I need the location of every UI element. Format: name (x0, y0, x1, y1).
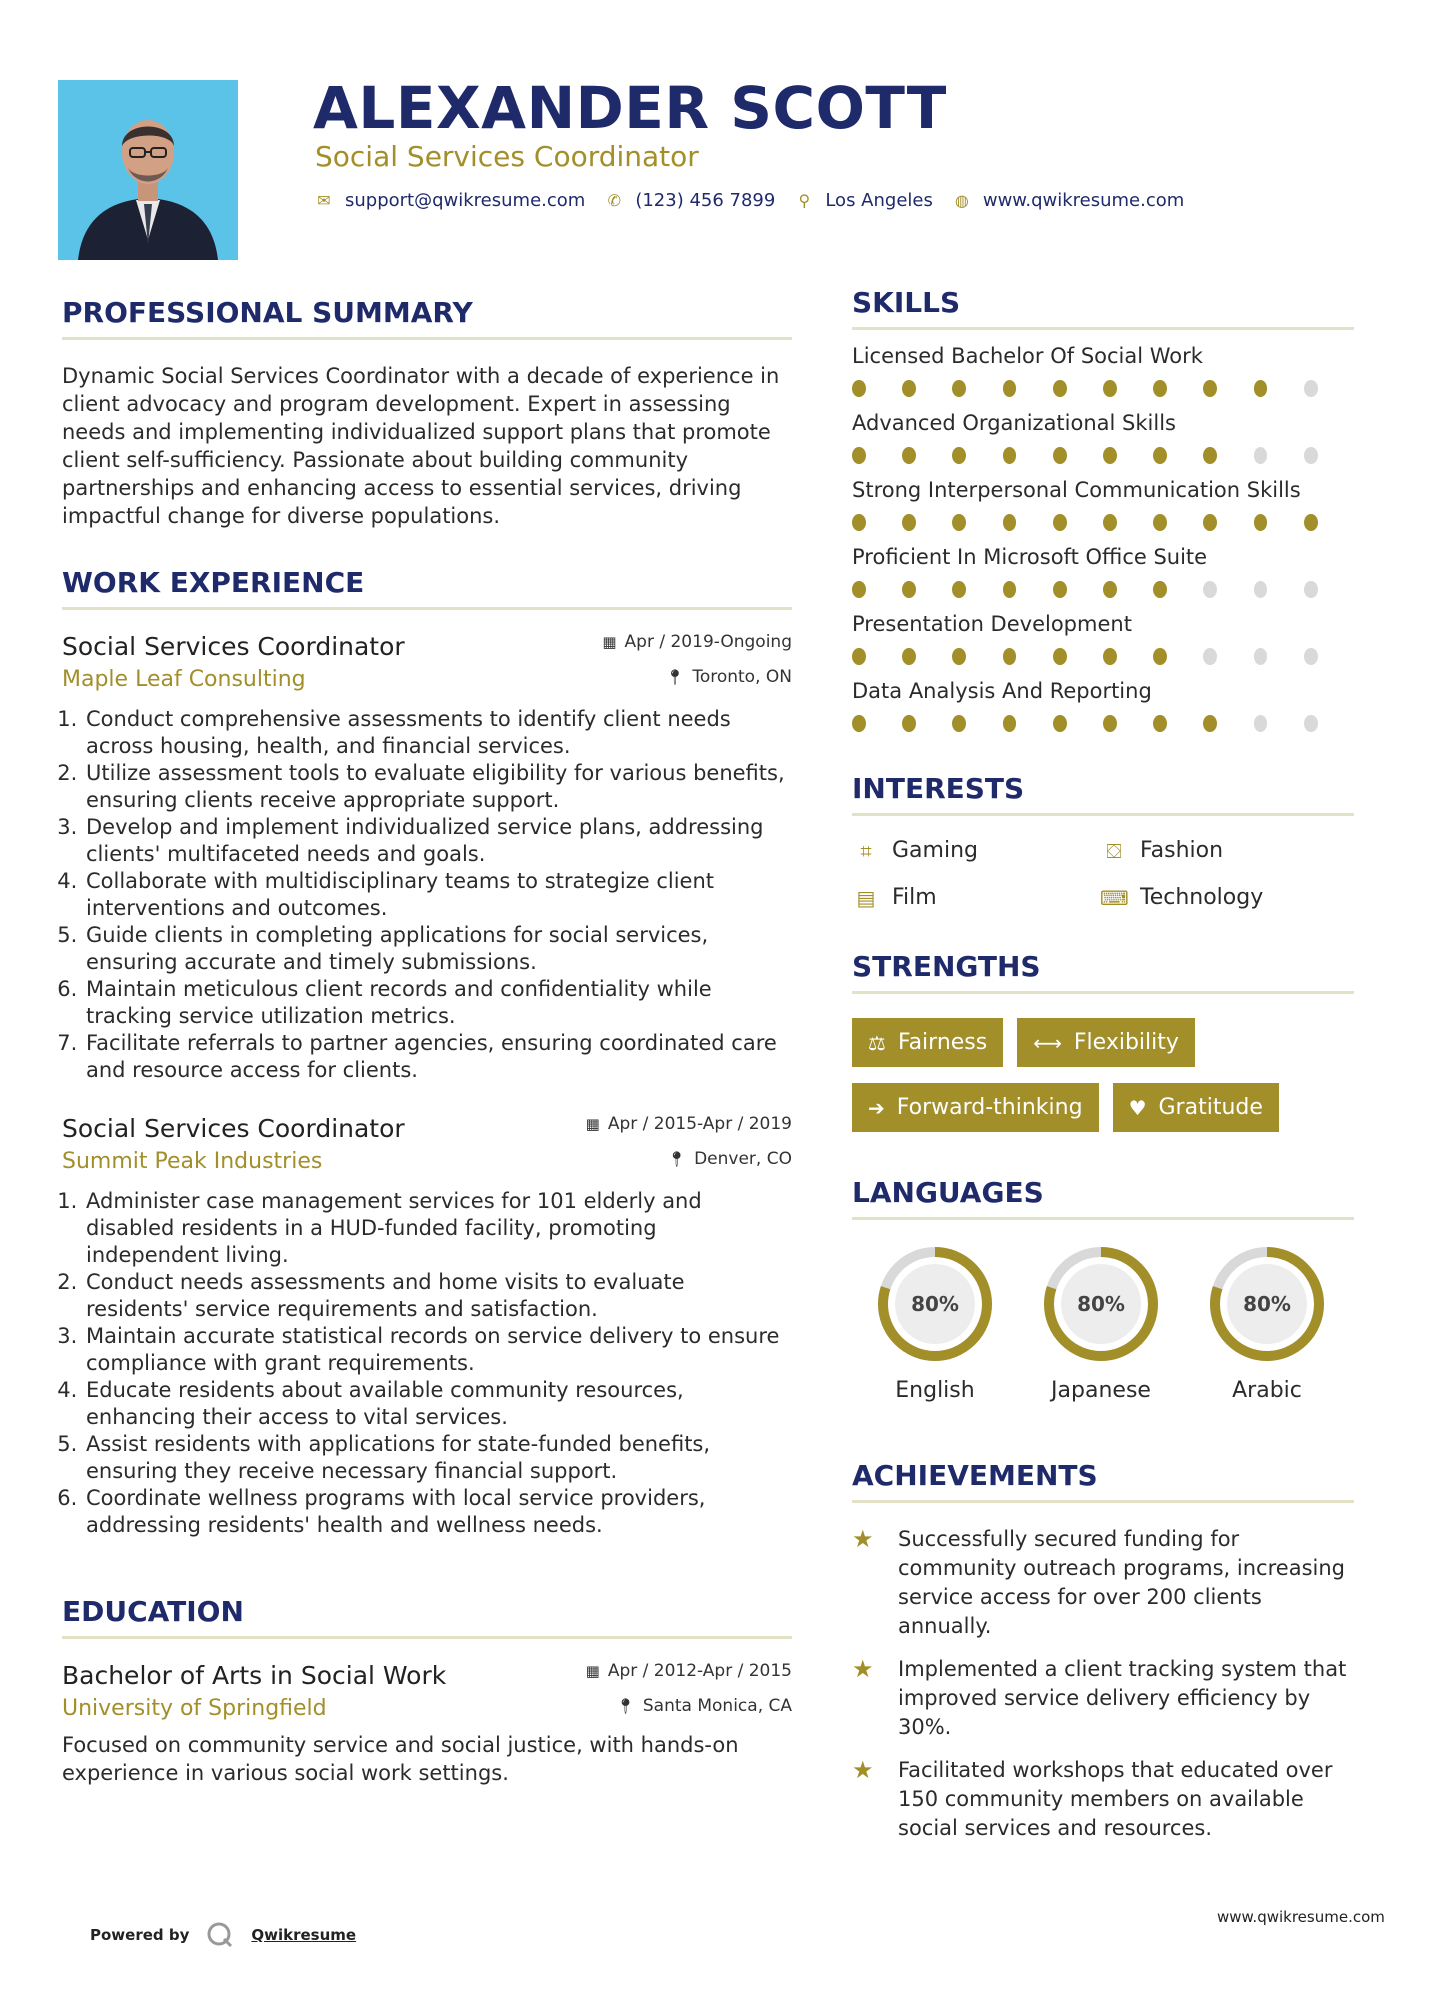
rating-dot-filled (1103, 514, 1117, 531)
rating-dot-filled (1254, 380, 1268, 397)
rating-dot-filled (1153, 581, 1167, 598)
powered-by-label: Powered by (90, 1926, 190, 1944)
rating-dot-filled (1153, 648, 1167, 665)
job-date-text: Apr / 2015-Apr / 2019 (607, 1114, 792, 1134)
interest-label: Film (892, 885, 937, 910)
qwikresume-logo-icon (205, 1920, 235, 1950)
job-entry (62, 632, 792, 1084)
rating-dot-empty (1254, 715, 1268, 732)
interest-item (852, 885, 1100, 910)
achievement-text: Successfully secured funding for community outreach programs, increasing service access for over 200 clients annually. (898, 1527, 1345, 1638)
summary-section (62, 296, 792, 530)
phone-icon: ✆ (607, 191, 622, 210)
interests-heading: INTERESTS (852, 772, 1025, 805)
calendar-icon: ▦ (585, 1115, 600, 1133)
duty-item: 5. Assist residents with applications for state-funded benefits, ensuring they receive necessary financial support. (84, 1431, 792, 1485)
strength-chip (1017, 1018, 1195, 1067)
strength-label: Gratitude (1158, 1095, 1263, 1120)
heart-icon: ♥ (1128, 1095, 1147, 1120)
candidate-name: ALEXANDER SCOTT (313, 74, 947, 142)
calendar-icon: ▦ (602, 633, 617, 651)
skill-name: Advanced Organizational Skills (852, 411, 1176, 435)
section-divider (62, 1636, 792, 1639)
language-item (852, 1242, 1018, 1403)
experience-section (62, 566, 792, 1539)
star-icon: ★ (852, 1655, 874, 1683)
skill-rating (852, 447, 1354, 464)
rating-dot-filled (852, 380, 866, 397)
contact-row (315, 190, 1204, 211)
contact-email[interactable] (315, 190, 585, 211)
star-icon: ★ (852, 1525, 874, 1553)
rating-dot-filled (1053, 648, 1067, 665)
rating-dot-filled (1153, 514, 1167, 531)
rating-dot-empty (1254, 581, 1268, 598)
job-date (602, 632, 792, 652)
rating-dot-filled (1203, 447, 1217, 464)
job-date-text: Apr / 2019-Ongoing (624, 632, 792, 652)
rating-dot-filled (952, 715, 966, 732)
skills-heading: SKILLS (852, 286, 961, 319)
interests-grid (852, 838, 1354, 910)
rating-dot-filled (902, 380, 916, 397)
rating-dot-filled (1153, 380, 1167, 397)
education-location (616, 1696, 792, 1716)
language-progress-ring (873, 1242, 997, 1366)
education-description: Focused on community service and social justice, with hands-on experience in various social work settings. (62, 1733, 739, 1785)
skill-rating (852, 581, 1354, 598)
film-icon: ▤ (856, 885, 876, 910)
star-icon: ★ (852, 1756, 874, 1784)
rating-dot-empty (1254, 447, 1268, 464)
interest-item (1100, 838, 1348, 863)
rating-dot-filled (1053, 514, 1067, 531)
contact-location (795, 190, 933, 211)
language-progress-ring (1039, 1242, 1163, 1366)
rating-dot-filled (1103, 380, 1117, 397)
rating-dot-filled (1003, 581, 1017, 598)
rating-dot-filled (852, 648, 866, 665)
interests-section (852, 772, 1354, 910)
strengths-section (852, 950, 1354, 1148)
skills-list (852, 344, 1354, 732)
skill-name: Proficient In Microsoft Office Suite (852, 545, 1208, 569)
school-name: University of Springfield (62, 1696, 327, 1721)
profile-photo (58, 80, 238, 260)
rating-dot-filled (1053, 380, 1067, 397)
languages-heading: LANGUAGES (852, 1176, 1044, 1209)
rating-dot-filled (1203, 514, 1217, 531)
rating-dot-filled (952, 380, 966, 397)
language-name: English (895, 1378, 975, 1403)
globe-icon: ◍ (954, 191, 969, 210)
degree-name: Bachelor of Arts in Social Work (62, 1661, 447, 1690)
pin-icon: 📍︎ (667, 1150, 687, 1168)
education-section (62, 1595, 792, 1787)
skill-item (852, 545, 1354, 598)
rating-dot-filled (902, 581, 916, 598)
section-divider (62, 337, 792, 340)
shopping-bag-icon: ⛋ (1106, 838, 1122, 863)
rating-dot-filled (1003, 514, 1017, 531)
interest-label: Gaming (892, 838, 978, 863)
job-duties (62, 1188, 792, 1539)
job-date (586, 1114, 792, 1134)
rating-dot-filled (1053, 447, 1067, 464)
achievement-item (852, 1756, 1354, 1843)
strength-label: Fairness (897, 1030, 988, 1055)
skill-name: Data Analysis And Reporting (852, 679, 1152, 703)
language-name: Japanese (1051, 1378, 1151, 1403)
footer-website[interactable]: www.qwikresume.com (1217, 1908, 1385, 1926)
duty-item: 2. Conduct needs assessments and home visits to evaluate residents' service requirements and satisfaction. (84, 1269, 792, 1323)
section-divider (852, 1500, 1354, 1503)
rating-dot-filled (1153, 715, 1167, 732)
rating-dot-filled (1103, 715, 1117, 732)
contact-location-text: Los Angeles (825, 190, 933, 211)
skill-rating (852, 648, 1354, 665)
education-location-text: Santa Monica, CA (642, 1696, 792, 1716)
contact-phone-text: (123) 456 7899 (635, 190, 776, 211)
language-percent: 80% (1077, 1292, 1125, 1316)
education-date-text: Apr / 2012-Apr / 2015 (607, 1661, 792, 1681)
rating-dot-filled (852, 581, 866, 598)
rating-dot-filled (1003, 447, 1017, 464)
rating-dot-filled (1053, 715, 1067, 732)
job-location (665, 667, 792, 687)
languages-list (852, 1242, 1354, 1403)
pin-icon: 📍︎ (665, 668, 685, 686)
job-location-text: Denver, CO (694, 1149, 792, 1169)
education-date (586, 1661, 792, 1681)
achievement-text: Facilitated workshops that educated over 150 community members on available social services and resources. (898, 1758, 1333, 1840)
job-company: Summit Peak Industries (62, 1149, 323, 1174)
rating-dot-filled (902, 514, 916, 531)
calendar-icon: ▦ (585, 1662, 600, 1680)
strengths-list (852, 1018, 1354, 1148)
rating-dot-filled (902, 648, 916, 665)
rating-dot-filled (1003, 648, 1017, 665)
rating-dot-empty (1304, 447, 1318, 464)
duty-item: 3. Develop and implement individualized service plans, addressing clients' multifaceted needs and goals. (84, 814, 792, 868)
rating-dot-filled (1203, 380, 1217, 397)
skill-item (852, 478, 1354, 531)
summary-text: Dynamic Social Services Coordinator with a decade of experience in client advocacy and program development. Expert in assessing needs and implementing individualized support plans that promote client self-sufficiency. Passionate about building community partnerships and enhancing access to essential services, driving impactful change for diverse populations. (62, 364, 780, 528)
rating-dot-filled (1103, 447, 1117, 464)
skill-name: Presentation Development (852, 612, 1132, 636)
gamepad-icon: ⌗ (860, 838, 872, 863)
achievement-item (852, 1655, 1354, 1742)
duty-item: 7. Facilitate referrals to partner agencies, ensuring coordinated care and resource access for clients. (84, 1030, 792, 1084)
experience-heading: WORK EXPERIENCE (62, 566, 365, 599)
footer-powered-by (90, 1920, 356, 1950)
rating-dot-filled (852, 715, 866, 732)
left-column (62, 296, 792, 1787)
duty-item: 4. Collaborate with multidisciplinary teams to strategize client interventions and outcomes. (84, 868, 792, 922)
brand-link[interactable]: Qwikresume (251, 1926, 357, 1944)
section-divider (62, 607, 792, 610)
rating-dot-empty (1203, 648, 1217, 665)
rating-dot-filled (1003, 715, 1017, 732)
right-column (852, 286, 1354, 1857)
achievements-heading: ACHIEVEMENTS (852, 1459, 1098, 1492)
rating-dot-filled (902, 447, 916, 464)
strength-label: Flexibility (1073, 1030, 1179, 1055)
job-entry (62, 1114, 792, 1539)
duty-item: 6. Coordinate wellness programs with local service providers, addressing residents' health and wellness needs. (84, 1485, 792, 1539)
contact-phone[interactable] (605, 190, 775, 211)
rating-dot-empty (1254, 648, 1268, 665)
map-marker-icon: ⚲ (798, 191, 811, 210)
duty-item: 4. Educate residents about available community resources, enhancing their access to vital services. (84, 1377, 792, 1431)
skill-item (852, 612, 1354, 665)
strength-chip (852, 1083, 1099, 1132)
duty-item: 2. Utilize assessment tools to evaluate eligibility for various benefits, ensuring clients receive appropriate support. (84, 760, 792, 814)
arrow-right-icon: ➔ (868, 1095, 885, 1120)
arrows-horizontal-icon: ⟷ (1033, 1030, 1062, 1055)
language-percent: 80% (1243, 1292, 1291, 1316)
achievement-text: Implemented a client tracking system that improved service delivery efficiency by 30%. (898, 1657, 1347, 1739)
strength-chip (852, 1018, 1003, 1067)
pin-icon: 📍︎ (615, 1697, 635, 1715)
rating-dot-filled (952, 648, 966, 665)
skill-item (852, 411, 1354, 464)
duty-item: 3. Maintain accurate statistical records on service delivery to ensure compliance with grant requirements. (84, 1323, 792, 1377)
skill-item (852, 679, 1354, 732)
achievements-section (852, 1459, 1354, 1843)
skills-section (852, 286, 1354, 732)
job-company: Maple Leaf Consulting (62, 667, 306, 692)
rating-dot-filled (952, 581, 966, 598)
rating-dot-filled (1103, 648, 1117, 665)
job-role: Social Services Coordinator (62, 1114, 405, 1143)
summary-heading: PROFESSIONAL SUMMARY (62, 296, 473, 329)
job-role: Social Services Coordinator (62, 632, 405, 661)
skill-rating (852, 380, 1354, 397)
balance-scale-icon: ⚖ (868, 1030, 886, 1055)
skill-name: Strong Interpersonal Communication Skills (852, 478, 1301, 502)
strength-label: Forward-thinking (896, 1095, 1083, 1120)
contact-website-text: www.qwikresume.com (982, 190, 1185, 211)
contact-website[interactable] (953, 190, 1184, 211)
interest-item (852, 838, 1100, 863)
rating-dot-empty (1203, 581, 1217, 598)
rating-dot-filled (1053, 581, 1067, 598)
skill-name: Licensed Bachelor Of Social Work (852, 344, 1203, 368)
rating-dot-empty (1304, 581, 1318, 598)
job-duties (62, 706, 792, 1084)
achievements-list (852, 1525, 1354, 1843)
job-location (667, 1149, 792, 1169)
interest-label: Technology (1140, 885, 1264, 910)
rating-dot-filled (952, 514, 966, 531)
rating-dot-filled (1203, 715, 1217, 732)
rating-dot-filled (1003, 380, 1017, 397)
section-divider (852, 327, 1354, 330)
rating-dot-empty (1304, 648, 1318, 665)
skill-item (852, 344, 1354, 397)
job-location-text: Toronto, ON (692, 667, 792, 687)
section-divider (852, 991, 1354, 994)
education-entry (62, 1661, 792, 1787)
duty-item: 1. Conduct comprehensive assessments to identify client needs across housing, health, and financial services. (84, 706, 792, 760)
rating-dot-filled (1304, 514, 1318, 531)
section-divider (852, 813, 1354, 816)
strength-chip (1113, 1083, 1279, 1132)
skill-rating (852, 715, 1354, 732)
rating-dot-filled (1103, 581, 1117, 598)
language-percent: 80% (911, 1292, 959, 1316)
rating-dot-filled (1254, 514, 1268, 531)
envelope-icon: ✉ (317, 191, 331, 210)
section-divider (852, 1217, 1354, 1220)
rating-dot-filled (852, 447, 866, 464)
language-name: Arabic (1232, 1378, 1302, 1403)
laptop-icon: ⌨ (1100, 885, 1129, 910)
interest-item (1100, 885, 1348, 910)
rating-dot-filled (1153, 447, 1167, 464)
rating-dot-empty (1304, 715, 1318, 732)
language-item (1184, 1242, 1350, 1403)
contact-email-text: support@qwikresume.com (345, 190, 586, 211)
interest-label: Fashion (1140, 838, 1224, 863)
duty-item: 5. Guide clients in completing applications for social services, ensuring accurate and timely submissions. (84, 922, 792, 976)
duty-item: 1. Administer case management services for 101 elderly and disabled residents in a HUD-funded facility, promoting independent living. (84, 1188, 792, 1269)
duty-item: 6. Maintain meticulous client records and confidentiality while tracking service utilization metrics. (84, 976, 792, 1030)
rating-dot-empty (1304, 380, 1318, 397)
rating-dot-filled (952, 447, 966, 464)
language-item (1018, 1242, 1184, 1403)
strengths-heading: STRENGTHS (852, 950, 1041, 983)
candidate-title: Social Services Coordinator (315, 140, 699, 173)
language-progress-ring (1205, 1242, 1329, 1366)
education-heading: EDUCATION (62, 1595, 244, 1628)
portrait-image (58, 80, 238, 260)
skill-rating (852, 514, 1354, 531)
rating-dot-filled (902, 715, 916, 732)
achievement-item (852, 1525, 1354, 1641)
rating-dot-filled (852, 514, 866, 531)
languages-section (852, 1176, 1354, 1403)
